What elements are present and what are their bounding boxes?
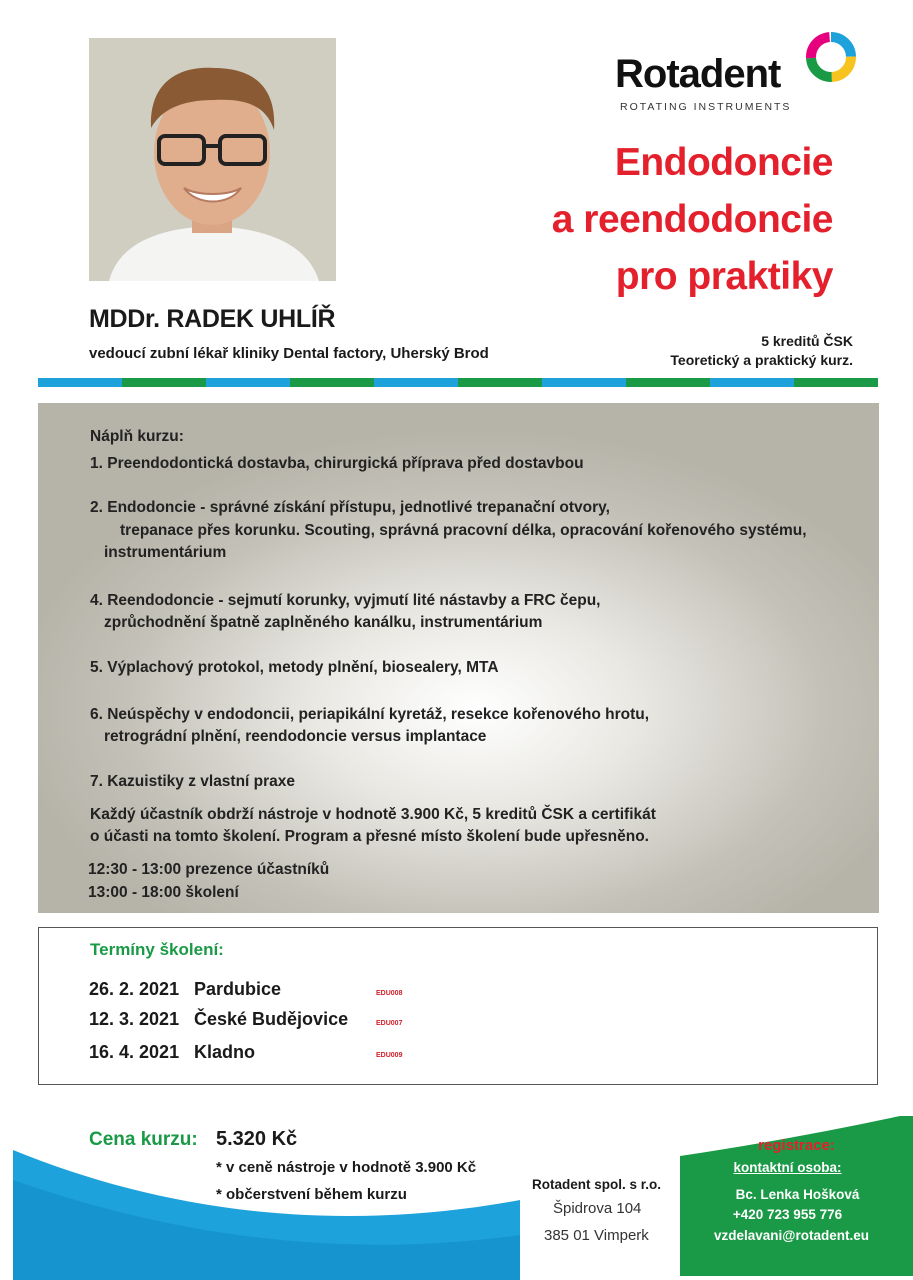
term-city: České Budějovice [194, 1009, 349, 1029]
course-heading: Náplň kurzu: [90, 428, 184, 445]
term-code: EDU009 [376, 1052, 403, 1059]
course-line: 5. Výplachový protokol, metody plnění, biosealery, MTA [90, 659, 499, 676]
course-line: trepanace přes korunku. Scouting, správná pracovní délka, opracování kořenového systému, [120, 522, 807, 539]
term-city: Kladno [194, 1042, 256, 1062]
term-date: 16. 4. 2021 [89, 1042, 180, 1062]
course-line: 4. Reendodoncie - sejmutí korunky, vyjmutí lité nástavby a FRC čepu, [90, 592, 601, 609]
decorative-stripe [38, 378, 878, 387]
course-line: zprůchodnění špatně zaplněného kanálku, instrumentárium [104, 614, 543, 631]
contact-person: Bc. Lenka Hošková [735, 1187, 860, 1202]
contact-phone[interactable]: +420 723 955 776 [732, 1207, 843, 1222]
term-row [89, 1042, 255, 1063]
brand-tagline: ROTATING INSTRUMENTS [620, 101, 792, 113]
lecturer-photo [89, 38, 336, 281]
schedule-line: 12:30 - 13:00 prezence účastníků [88, 861, 330, 878]
contact-label: kontaktní osoba: [733, 1160, 842, 1175]
registration-title: registrace: [758, 1137, 835, 1154]
company-street: Špidrova 104 [553, 1200, 642, 1217]
term-code: EDU007 [376, 1020, 403, 1027]
term-row [89, 1009, 348, 1030]
company-name: Rotadent spol. s r.o. [532, 1177, 662, 1192]
course-line: retrográdní plnění, reendodoncie versus implantace [104, 728, 487, 745]
course-line: 2. Endodoncie - správné získání přístupu, jednotlivé trepanační otvory, [90, 499, 610, 516]
terms-heading: Termíny školení: [90, 940, 224, 959]
course-note: Každý účastník obdrží nástroje v hodnotě 3.900 Kč, 5 kreditů ČSK a certifikát [90, 806, 656, 823]
title-line: a reendodoncie [551, 198, 833, 241]
term-date: 12. 3. 2021 [89, 1009, 180, 1029]
price-note: * občerstvení během kurzu [216, 1186, 407, 1203]
contact-email[interactable]: vzdelavani@rotadent.eu [714, 1228, 869, 1243]
title-line: pro praktiky [615, 255, 833, 298]
course-line: 6. Neúspěchy v endodoncii, periapikální kyretáž, resekce kořenového hrotu, [90, 706, 650, 723]
term-row [89, 979, 281, 1000]
course-line: instrumentárium [104, 544, 227, 561]
course-note: o účasti na tomto školení. Program a přesné místo školení bude upřesněno. [90, 828, 649, 845]
price-value: 5.320 Kč [216, 1128, 298, 1150]
brand-logo-icon [805, 31, 857, 83]
company-city: 385 01 Vimperk [544, 1227, 649, 1244]
course-line: 1. Preendodontická dostavba, chirurgická příprava před dostavbou [90, 455, 584, 472]
course-title [552, 134, 833, 305]
price-note: * v ceně nástroje v hodnotě 3.900 Kč [216, 1159, 477, 1176]
course-line: 7. Kazuistiky z vlastní praxe [90, 773, 296, 790]
lecturer-role: vedoucí zubní lékař kliniky Dental factory, Uherský Brod [89, 345, 489, 362]
portrait-image [89, 38, 336, 281]
term-city: Pardubice [194, 979, 282, 999]
brand-logo-text: Rotadent [615, 52, 781, 96]
term-date: 26. 2. 2021 [89, 979, 180, 999]
credits-line: 5 kreditů ČSK [761, 333, 853, 349]
schedule-line: 13:00 - 18:00 školení [88, 884, 239, 901]
credits-info [670, 332, 853, 370]
price-label: Cena kurzu: [89, 1129, 198, 1150]
lecturer-name: MDDr. RADEK UHLÍŘ [89, 305, 336, 333]
title-line: Endodoncie [614, 141, 833, 184]
course-type-line: Teoretický a praktický kurz. [670, 352, 853, 368]
term-code: EDU008 [376, 990, 403, 997]
